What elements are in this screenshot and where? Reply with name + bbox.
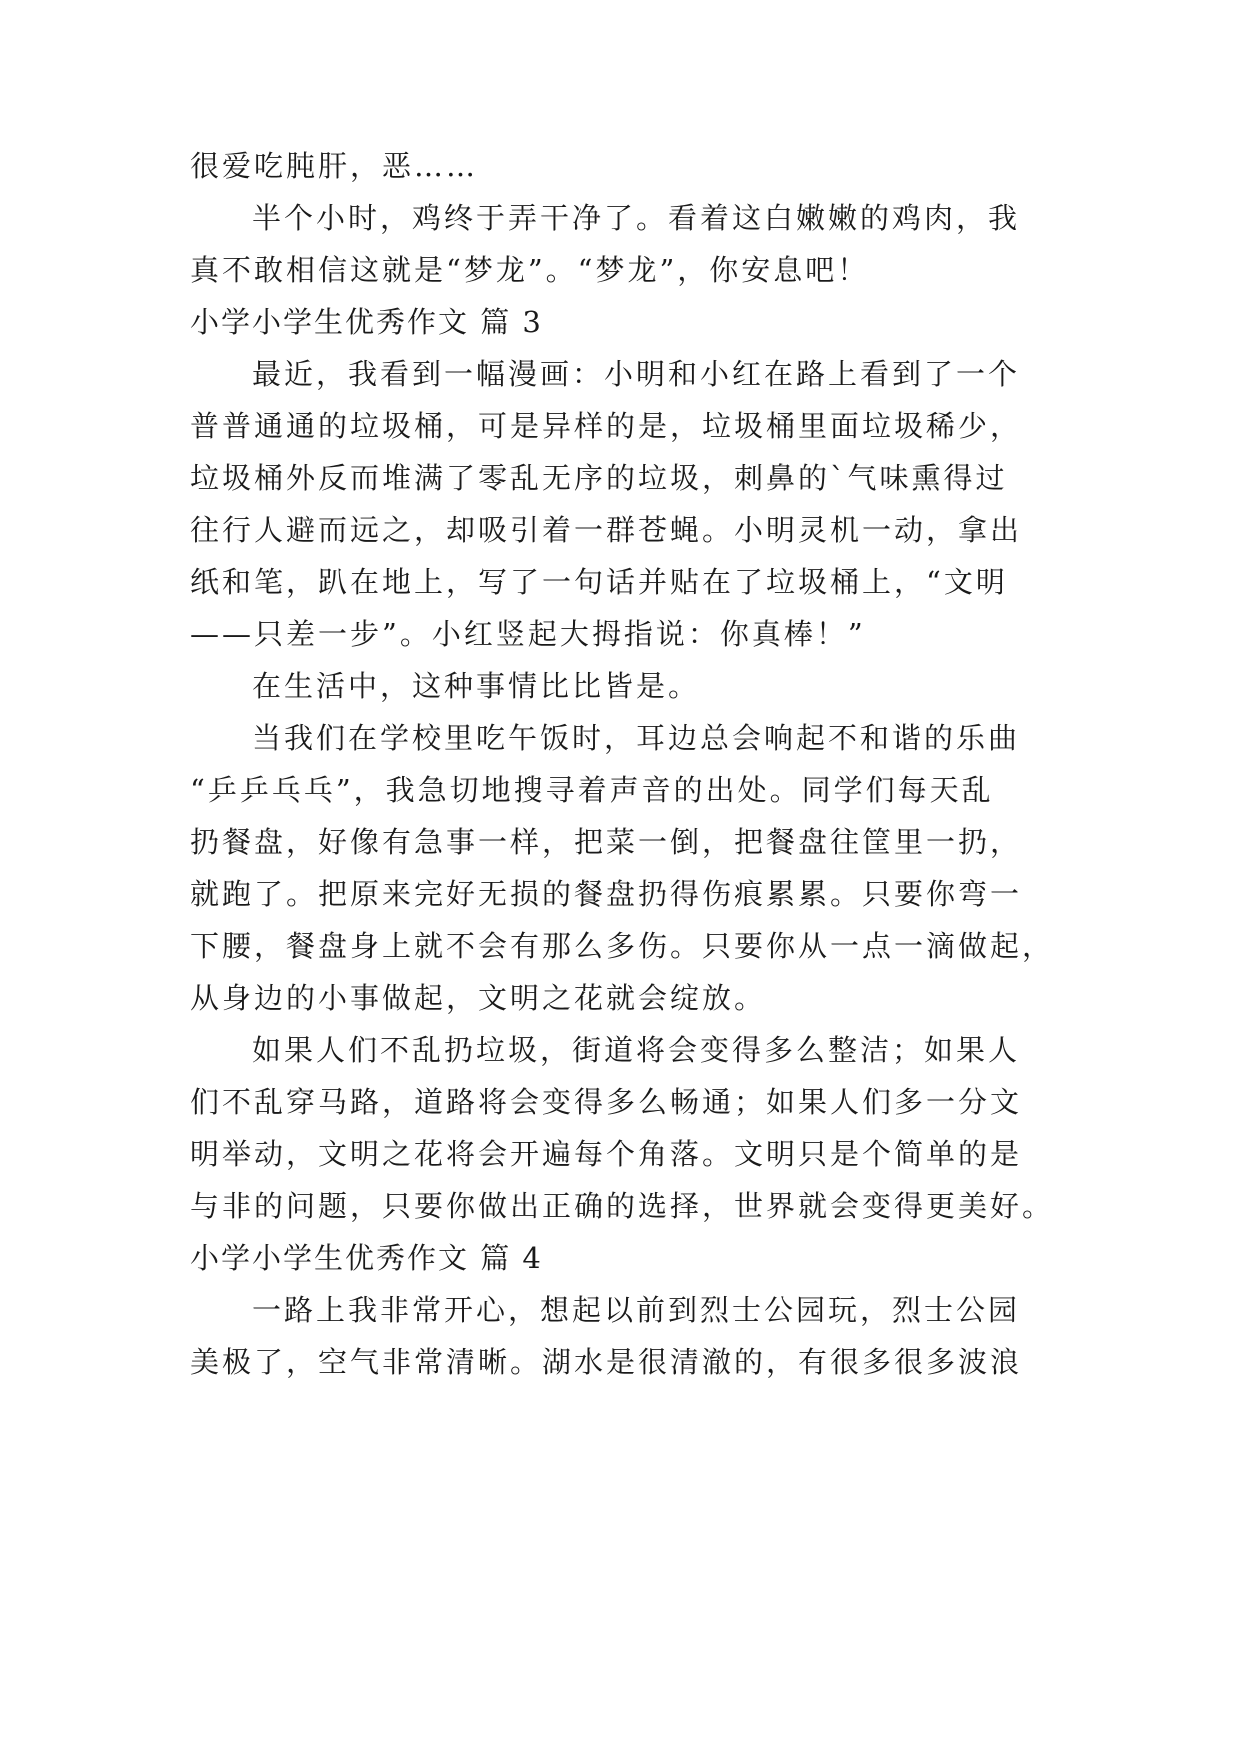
text-line: 扔餐盘，好像有急事一样，把菜一倒，把餐盘往筐里一扔， [190,825,1023,859]
text-line: 真不敢相信这就是“梦龙”。“梦龙”，你安息吧！ [190,253,870,287]
text-line: 们不乱穿马路，道路将会变得多么畅通；如果人们多一分文 [190,1085,1023,1119]
text-line: 垃圾桶外反而堆满了零乱无序的垃圾，刺鼻的`气味熏得过 [190,461,1008,495]
paragraph-start: 当我们在学校里吃午饭时，耳边总会响起不和谐的乐曲 [252,721,1021,755]
text-line: 从身边的小事做起，文明之花就会绽放。 [190,981,767,1015]
paragraph-start: 一路上我非常开心，想起以前到烈士公园玩，烈士公园 [252,1293,1021,1327]
text-line: 下腰，餐盘身上就不会有那么多伤。只要你从一点一滴做起， [190,929,1055,963]
text-line: ——只差一步”。小红竖起大拇指说：你真棒！” [190,617,866,651]
text-line: 往行人避而远之，却吸引着一群苍蝇。小明灵机一动，拿出 [190,513,1023,547]
text-line: 纸和笔，趴在地上，写了一句话并贴在了垃圾桶上，“文明 [190,565,1008,599]
paragraph-start: 在生活中，这种事情比比皆是。 [252,669,701,703]
paragraph-start: 半个小时，鸡终于弄干净了。看着这白嫩嫩的鸡肉，我 [252,201,1021,235]
text-line: 很爱吃肫肝，恶…… [190,149,479,183]
paragraph-start: 最近，我看到一幅漫画：小明和小红在路上看到了一个 [252,357,1021,391]
text-line: 美极了，空气非常清晰。湖水是很清澈的，有很多很多波浪 [190,1345,1023,1379]
section-heading: 小学小学生优秀作文 篇 3 [190,305,543,339]
section-heading: 小学小学生优秀作文 篇 4 [190,1241,543,1275]
paragraph-start: 如果人们不乱扔垃圾，街道将会变得多么整洁；如果人 [252,1033,1021,1067]
text-line: 与非的问题，只要你做出正确的选择，世界就会变得更美好。 [190,1189,1055,1223]
text-line: 普普通通的垃圾桶，可是异样的是，垃圾桶里面垃圾稀少， [190,409,1023,443]
text-line: 就跑了。把原来完好无损的餐盘扔得伤痕累累。只要你弯一 [190,877,1023,911]
text-line: “乒乒乓乓”，我急切地搜寻着声音的出处。同学们每天乱 [190,773,994,807]
text-line: 明举动，文明之花将会开遍每个角落。文明只是个简单的是 [190,1137,1023,1171]
